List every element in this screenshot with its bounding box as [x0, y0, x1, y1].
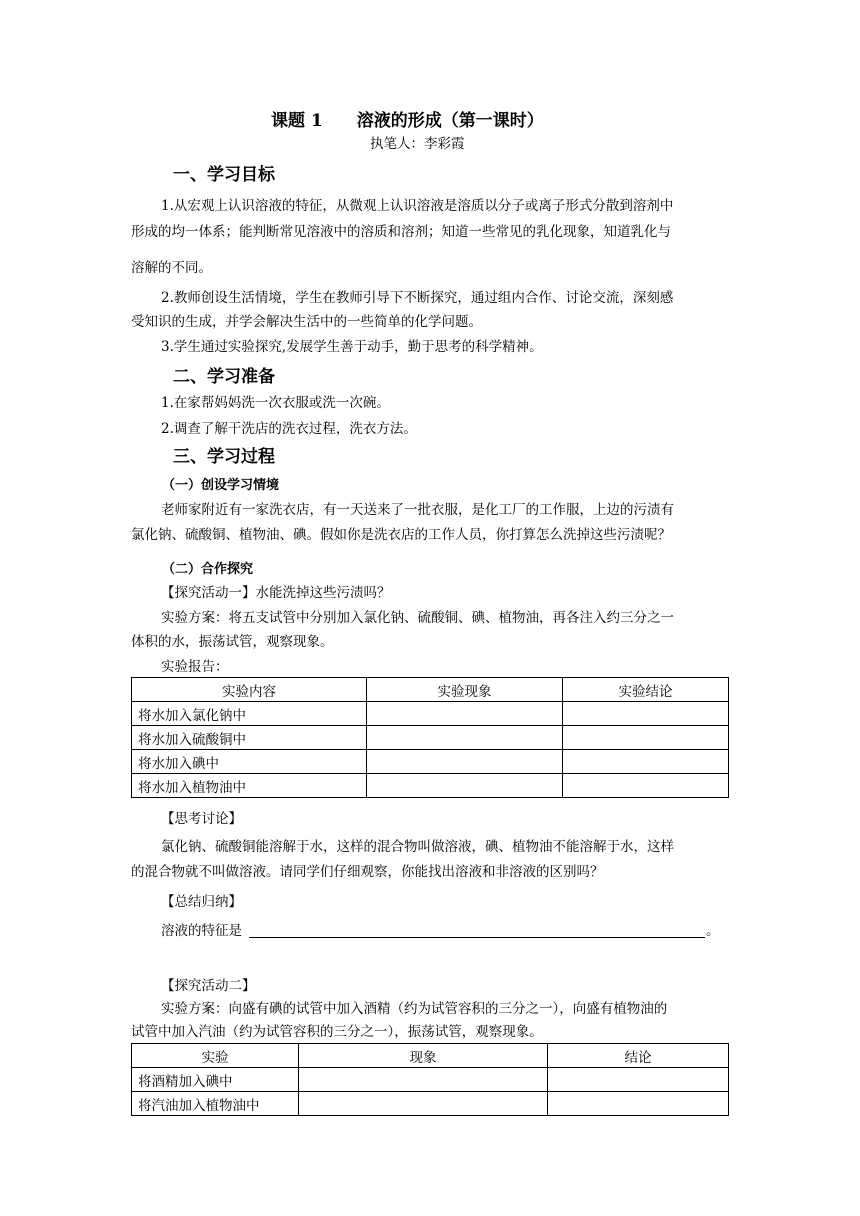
table-row: [132, 1092, 729, 1116]
activity-1-title: 【探究活动一】水能洗掉这些污渍吗？: [161, 585, 391, 601]
table-cell-empty: [299, 1068, 548, 1092]
experiment-table-1: [131, 677, 729, 798]
table-cell: 将水加入硫酸铜中: [132, 726, 367, 750]
objective-2-line-2: 受知识的生成，并学会解决生活中的一些简单的化学问题。: [131, 314, 482, 330]
summary-label: 【总结归纳】: [161, 894, 242, 910]
table-cell-empty: [563, 702, 729, 726]
plan-2-line-1: 实验方案：向盛有碘的试管中加入酒精（约为试管容积的三分之一），向盛有植物油的: [161, 1001, 668, 1017]
discussion-line-1: 氯化钠、硫酸铜能溶解于水，这样的混合物叫做溶液，碘、植物油不能溶解于水，这样: [161, 839, 674, 855]
plan-1-line-2: 体积的水，振荡试管，观察现象。: [131, 634, 334, 650]
objective-1-line-1: 1.从宏观上认识溶液的特征，从微观上认识溶液是溶质以分子或离子形式分散到溶剂中: [161, 198, 674, 214]
table-cell: 将汽油加入植物油中: [132, 1092, 299, 1116]
table-header: 实验现象: [367, 678, 563, 702]
scenario-line-2: 氯化钠、硫酸铜、植物油、碘。假如你是洗衣店的工作人员，你打算怎么洗掉这些污渍呢？: [131, 527, 671, 543]
table-cell-empty: [367, 750, 563, 774]
table-cell-empty: [548, 1092, 729, 1116]
preparation-1: 1.在家帮妈妈洗一次衣服或洗一次碗。: [161, 395, 390, 411]
section-heading-process: 三、学习过程: [173, 447, 275, 467]
table-row: [132, 774, 729, 798]
activity-2-title: 【探究活动二】: [161, 978, 256, 994]
objective-2-line-1: 2.教师创设生活情境，学生在教师引导下不断探究，通过组内合作、讨论交流，深刻感: [161, 290, 674, 306]
page-title: 课题 1 溶液的形成（第一课时）: [271, 111, 544, 131]
table-cell: 将水加入碘中: [132, 750, 367, 774]
objective-1-line-2: 形成的均一体系；能判断常见溶液中的溶质和溶剂；知道一些常见的乳化现象，知道乳化与: [131, 224, 671, 240]
plan-1-line-1: 实验方案：将五支试管中分别加入氯化钠、硫酸铜、碘、植物油，再各注入约三分之一: [161, 610, 674, 626]
table-cell-empty: [563, 750, 729, 774]
table-cell: 将水加入植物油中: [132, 774, 367, 798]
feature-label: 溶液的特征是: [161, 923, 242, 939]
feature-period: 。: [706, 923, 720, 939]
table-row: [132, 702, 729, 726]
preparation-2: 2.调查了解干洗店的洗衣过程，洗衣方法。: [161, 421, 417, 437]
discussion-label: 【思考讨论】: [161, 811, 242, 827]
table-header: 结论: [548, 1044, 729, 1068]
table-header: 现象: [299, 1044, 548, 1068]
table-cell-empty: [367, 726, 563, 750]
feature-answer-blank[interactable]: [249, 937, 705, 938]
table-row: [132, 1068, 729, 1092]
table-cell-empty: [548, 1068, 729, 1092]
table-cell: 将水加入氯化钠中: [132, 702, 367, 726]
report-label: 实验报告：: [161, 659, 229, 675]
section-heading-preparation: 二、学习准备: [173, 367, 275, 387]
table-row: [132, 750, 729, 774]
objective-3: 3.学生通过实验探究,发展学生善于动手，勤于思考的科学精神。: [161, 339, 543, 355]
subheading-inquiry: （二）合作探究: [162, 562, 254, 577]
table-header: 实验: [132, 1044, 299, 1068]
table-cell-empty: [367, 774, 563, 798]
section-heading-objectives: 一、学习目标: [173, 165, 275, 185]
table-header: 实验结论: [563, 678, 729, 702]
table-header-row: [132, 678, 729, 702]
table-row: [132, 726, 729, 750]
table-cell: 将酒精加入碘中: [132, 1068, 299, 1092]
table-header: 实验内容: [132, 678, 367, 702]
plan-2-line-2: 试管中加入汽油（约为试管容积的三分之一），振荡试管，观察现象。: [131, 1024, 543, 1040]
table-cell-empty: [563, 726, 729, 750]
author-line: 执笔人：李彩霞: [370, 136, 465, 152]
table-cell-empty: [563, 774, 729, 798]
table-cell-empty: [299, 1092, 548, 1116]
scenario-line-1: 老师家附近有一家洗衣店，有一天送来了一批衣服，是化工厂的工作服，上边的污渍有: [161, 502, 674, 518]
discussion-line-2: 的混合物就不叫做溶液。请同学们仔细观察，你能找出溶液和非溶液的区别吗？: [131, 864, 604, 880]
table-cell-empty: [367, 702, 563, 726]
subheading-scenario: （一）创设学习情境: [162, 478, 280, 493]
experiment-table-2: [131, 1043, 729, 1116]
objective-1-line-3: 溶解的不同。: [131, 260, 212, 276]
table-header-row: [132, 1044, 729, 1068]
